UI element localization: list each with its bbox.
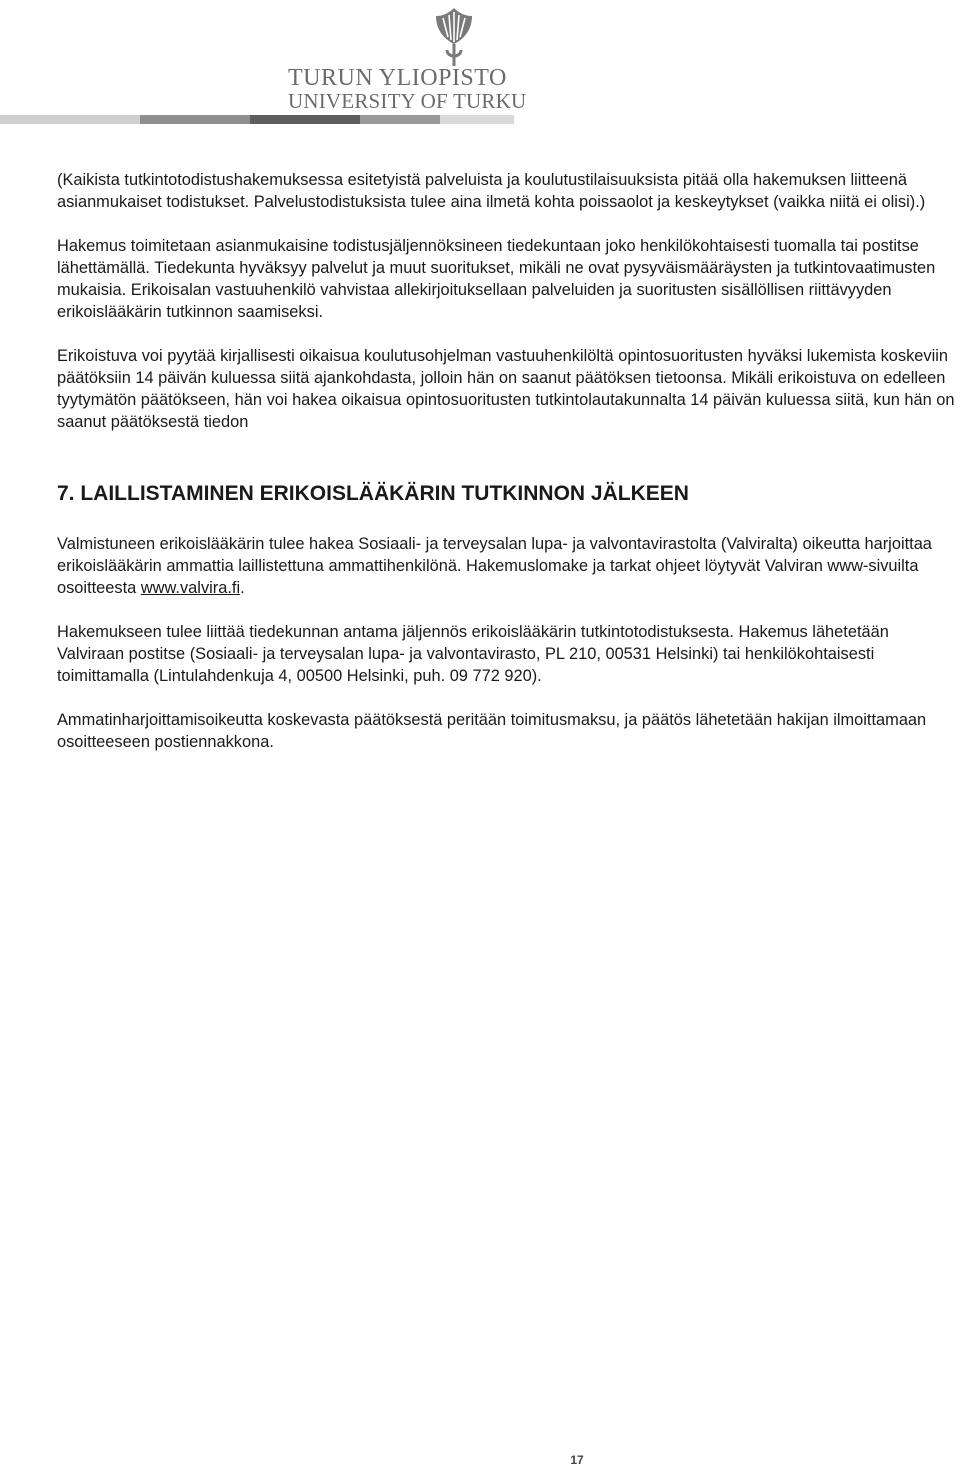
paragraph-text: . [240,579,245,597]
logo-text-english: UNIVERSITY OF TURKU [288,89,527,113]
section-heading: 7. LAILLISTAMINEN ERIKOISLÄÄKÄRIN TUTKINNON JÄLKEEN [57,482,689,505]
header-bar-segment [360,115,440,124]
header-bar-segment [140,115,250,124]
paragraph-attachments-note: (Kaikista tutkintotodistushakemuksessa esitetyistä palveluista ja koulutustilaisuuksista pitää olla hakemuksen liitteenä asianmukaiset todistukset. Palvelustodistuksista tulee aina ilmetä kohta poissaolot ja keskeytykset (vaikka niitä ei olisi).) [57,171,926,211]
header-bar-segment [250,115,360,124]
university-emblem-icon [422,4,486,68]
valvira-link[interactable]: www.valvira.fi [140,579,241,597]
header-bar-segment [440,115,514,124]
paragraph-fee: Ammatinharjoittamisoikeutta koskevasta päätöksestä peritään toimitusmaksu, ja päätös lähetetään hakijan ilmoittamaan osoitteeseen postiennakkona. [57,711,927,751]
paragraph-appeal: Erikoistuva voi pyytää kirjallisesti oikaisua koulutusohjelman vastuuhenkilöltä opintosuoritusten hyväksi lukemista koskeviin päätöksiin 14 päivän kuluessa siitä ajankohdasta, jolloin hän on saanut päätöksen tietoonsa. Mikäli erikoistuva on edelleen tyytymätön päätökseen, hän voi hakea oikaisua opintosuoritusten tutkintolautakunnalta 14 päivän kuluessa siitä, kun hän on saanut päätöksestä tiedon [57,347,955,431]
header-color-bar [0,115,514,124]
page-number: 17 [570,1453,584,1467]
logo-text-finnish: TURUN YLIOPISTO [288,65,507,91]
document-body [57,169,957,753]
paragraph-valvira-application [57,533,957,599]
university-logo [282,4,527,114]
paragraph-text: Valmistuneen erikoislääkärin tulee hakea Sosiaali- ja terveysalan lupa- ja valvontavirastolta (Valviralta) oikeutta harjoittaa erikoislääkärin ammattia laillistettuna ammattihenkilönä. Hakemuslomake ja tarkat ohjeet löytyvät Valviran www-sivuilta osoitteesta [57,535,932,597]
header-bar-segment [0,115,140,124]
page-header [0,0,960,125]
paragraph-valvira-mailing: Hakemukseen tulee liittää tiedekunnan antama jäljennös erikoislääkärin tutkintotodistuksesta. Hakemus lähetetään Valviraan postitse (Sosiaali- ja terveysalan lupa- ja valvontavirasto, PL 210, 00531 Helsinki) tai henkilökohtaisesti toimittamalla (Lintulahdenkuja 4, 00500 Helsinki, puh. 09 772 920). [57,623,889,685]
paragraph-application-delivery: Hakemus toimitetaan asianmukaisine todistusjäljennöksineen tiedekuntaan joko henkilökohtaisesti tuomalla tai postitse lähettämällä. Tiedekunta hyväksyy palvelut ja muut suoritukset, mikäli ne ovat pysyväismääräysten ja tutkintovaatimusten mukaisia. Erikoisalan vastuuhenkilö vahvistaa allekirjoituksellaan palveluiden ja suoritusten sisällöllisen riittävyyden erikoislääkärin tutkinnon saamiseksi. [57,237,936,321]
